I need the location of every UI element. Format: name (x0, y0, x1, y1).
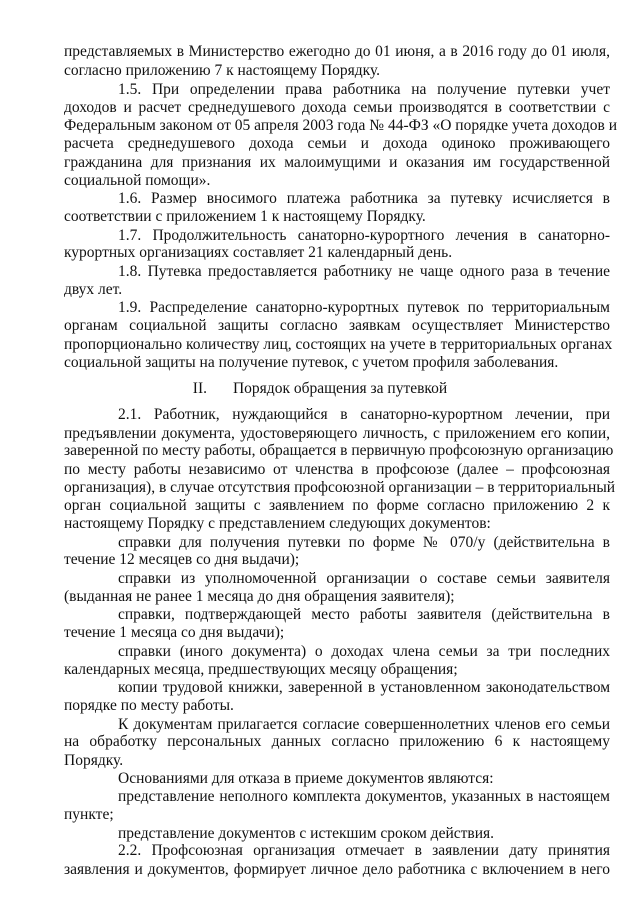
text-line: социальной защиты на получение путевок, с учетом профиля заболевания. (64, 353, 559, 371)
text-line: справки (иного документа) о доходах члена семьи за три последних (118, 642, 610, 660)
text-line: двух лет. (64, 280, 123, 298)
text-line: 1.9. Распределение санаторно-курортных путевок по территориальным (118, 299, 610, 317)
text-line: К документам прилагается согласие совершеннолетних членов его семьи (118, 715, 610, 733)
text-line: Порядку. (64, 751, 124, 769)
text-line: 1.5. При определении права работника на получение путевки учет (118, 81, 610, 99)
text-line: справки для получения путевки по форме № 070/у (действительна в (118, 533, 610, 551)
text-line: 2.1. Работник, нуждающийся в санаторно-курортном лечении, при (118, 405, 610, 423)
text-line: справки, подтверждающей место работы заявителя (действительна в (118, 606, 610, 624)
text-line: 2.2. Профсоюзная организация отмечает в заявлении дату принятия (118, 842, 610, 860)
text-line: заявления и документов, формирует личное дело работника с включением в него (64, 861, 610, 878)
text-line: организация), в случае отсутствия профсоюзной организации – в территориальный (64, 478, 616, 496)
text-line: календарных месяца, предшествующих месяцу обращения; (64, 660, 458, 678)
text-line: Федеральным законом от 05 апреля 2003 года № 44-ФЗ «О порядке учета доходов и (64, 117, 617, 135)
section-heading (0, 379, 640, 399)
text-line: копии трудовой книжки, заверенной в установленном законодательством (118, 679, 610, 697)
text-line: доходов и расчет среднедушевого дохода семьи производятся в соответствии с (64, 98, 610, 116)
text-line: 1.7. Продолжительность санаторно-курортного лечения в санаторно- (118, 226, 610, 244)
text-line: орган социальной защиты с заявлением по форме согласно приложению 2 к (64, 497, 610, 515)
text-line: согласно приложению 7 к настоящему Порядку. (64, 61, 381, 79)
text-line: представление документов с истекшим сроком действия. (118, 824, 495, 842)
text-line: на обработку персональных данных согласно приложению 6 к настоящему (64, 733, 610, 751)
text-line: органам социальной защиты согласно заявкам осуществляет Министерство (64, 317, 610, 335)
text-line: предъявлении документа, удостоверяющего личность, с приложением его копии, (64, 424, 610, 442)
text-line: гражданина для признания их малоимущими и оказания им государственной (64, 153, 610, 171)
text-line: Основаниями для отказа в приеме документов являются: (118, 769, 494, 787)
text-line: пункте; (64, 806, 114, 823)
text-line: социальной помощи». (64, 171, 211, 189)
text-line: представление неполного комплекта документов, указанных в настоящем (118, 788, 610, 806)
text-line: заверенной по месту работы, обращается в первичную профсоюзную организацию (64, 442, 614, 460)
text-line: настоящему Порядку с представлением следующих документов: (64, 515, 491, 532)
section-title: Порядок обращения за путевкой (232, 379, 448, 397)
text-line: 1.8. Путевка предоставляется работнику не чаще одного раза в течение (118, 262, 610, 280)
text-line: пропорционально количеству лиц, состоящих на учете в территориальных органах (64, 335, 613, 353)
section-number: II. (192, 379, 207, 397)
text-line: порядке по месту работы. (64, 696, 234, 714)
text-line: курортных организациях составляет 21 календарный день. (64, 244, 453, 262)
text-line: представляемых в Министерство ежегодно до 01 июня, а в 2016 году до 01 июля, (64, 43, 610, 60)
text-line: течение 1 месяца со дня выдачи); (64, 624, 285, 642)
text-line: расчета среднедушевого дохода семьи и дохода одиноко проживающего (64, 135, 610, 153)
text-line: справки из уполномоченной организации о составе семьи заявителя (118, 570, 610, 587)
text-line: (выданная не ранее 1 месяца до дня обращения заявителя); (64, 587, 455, 605)
text-line: по месту работы независимо от членства в профсоюзе (далее – профсоюзная (64, 460, 610, 478)
text-line: течение 12 месяцев со дня выдачи); (64, 551, 300, 569)
text-line: соответствии с приложением 1 к настоящему Порядку. (64, 208, 426, 225)
text-line: 1.6. Размер вносимого платежа работника за путевку исчисляется в (118, 190, 610, 208)
